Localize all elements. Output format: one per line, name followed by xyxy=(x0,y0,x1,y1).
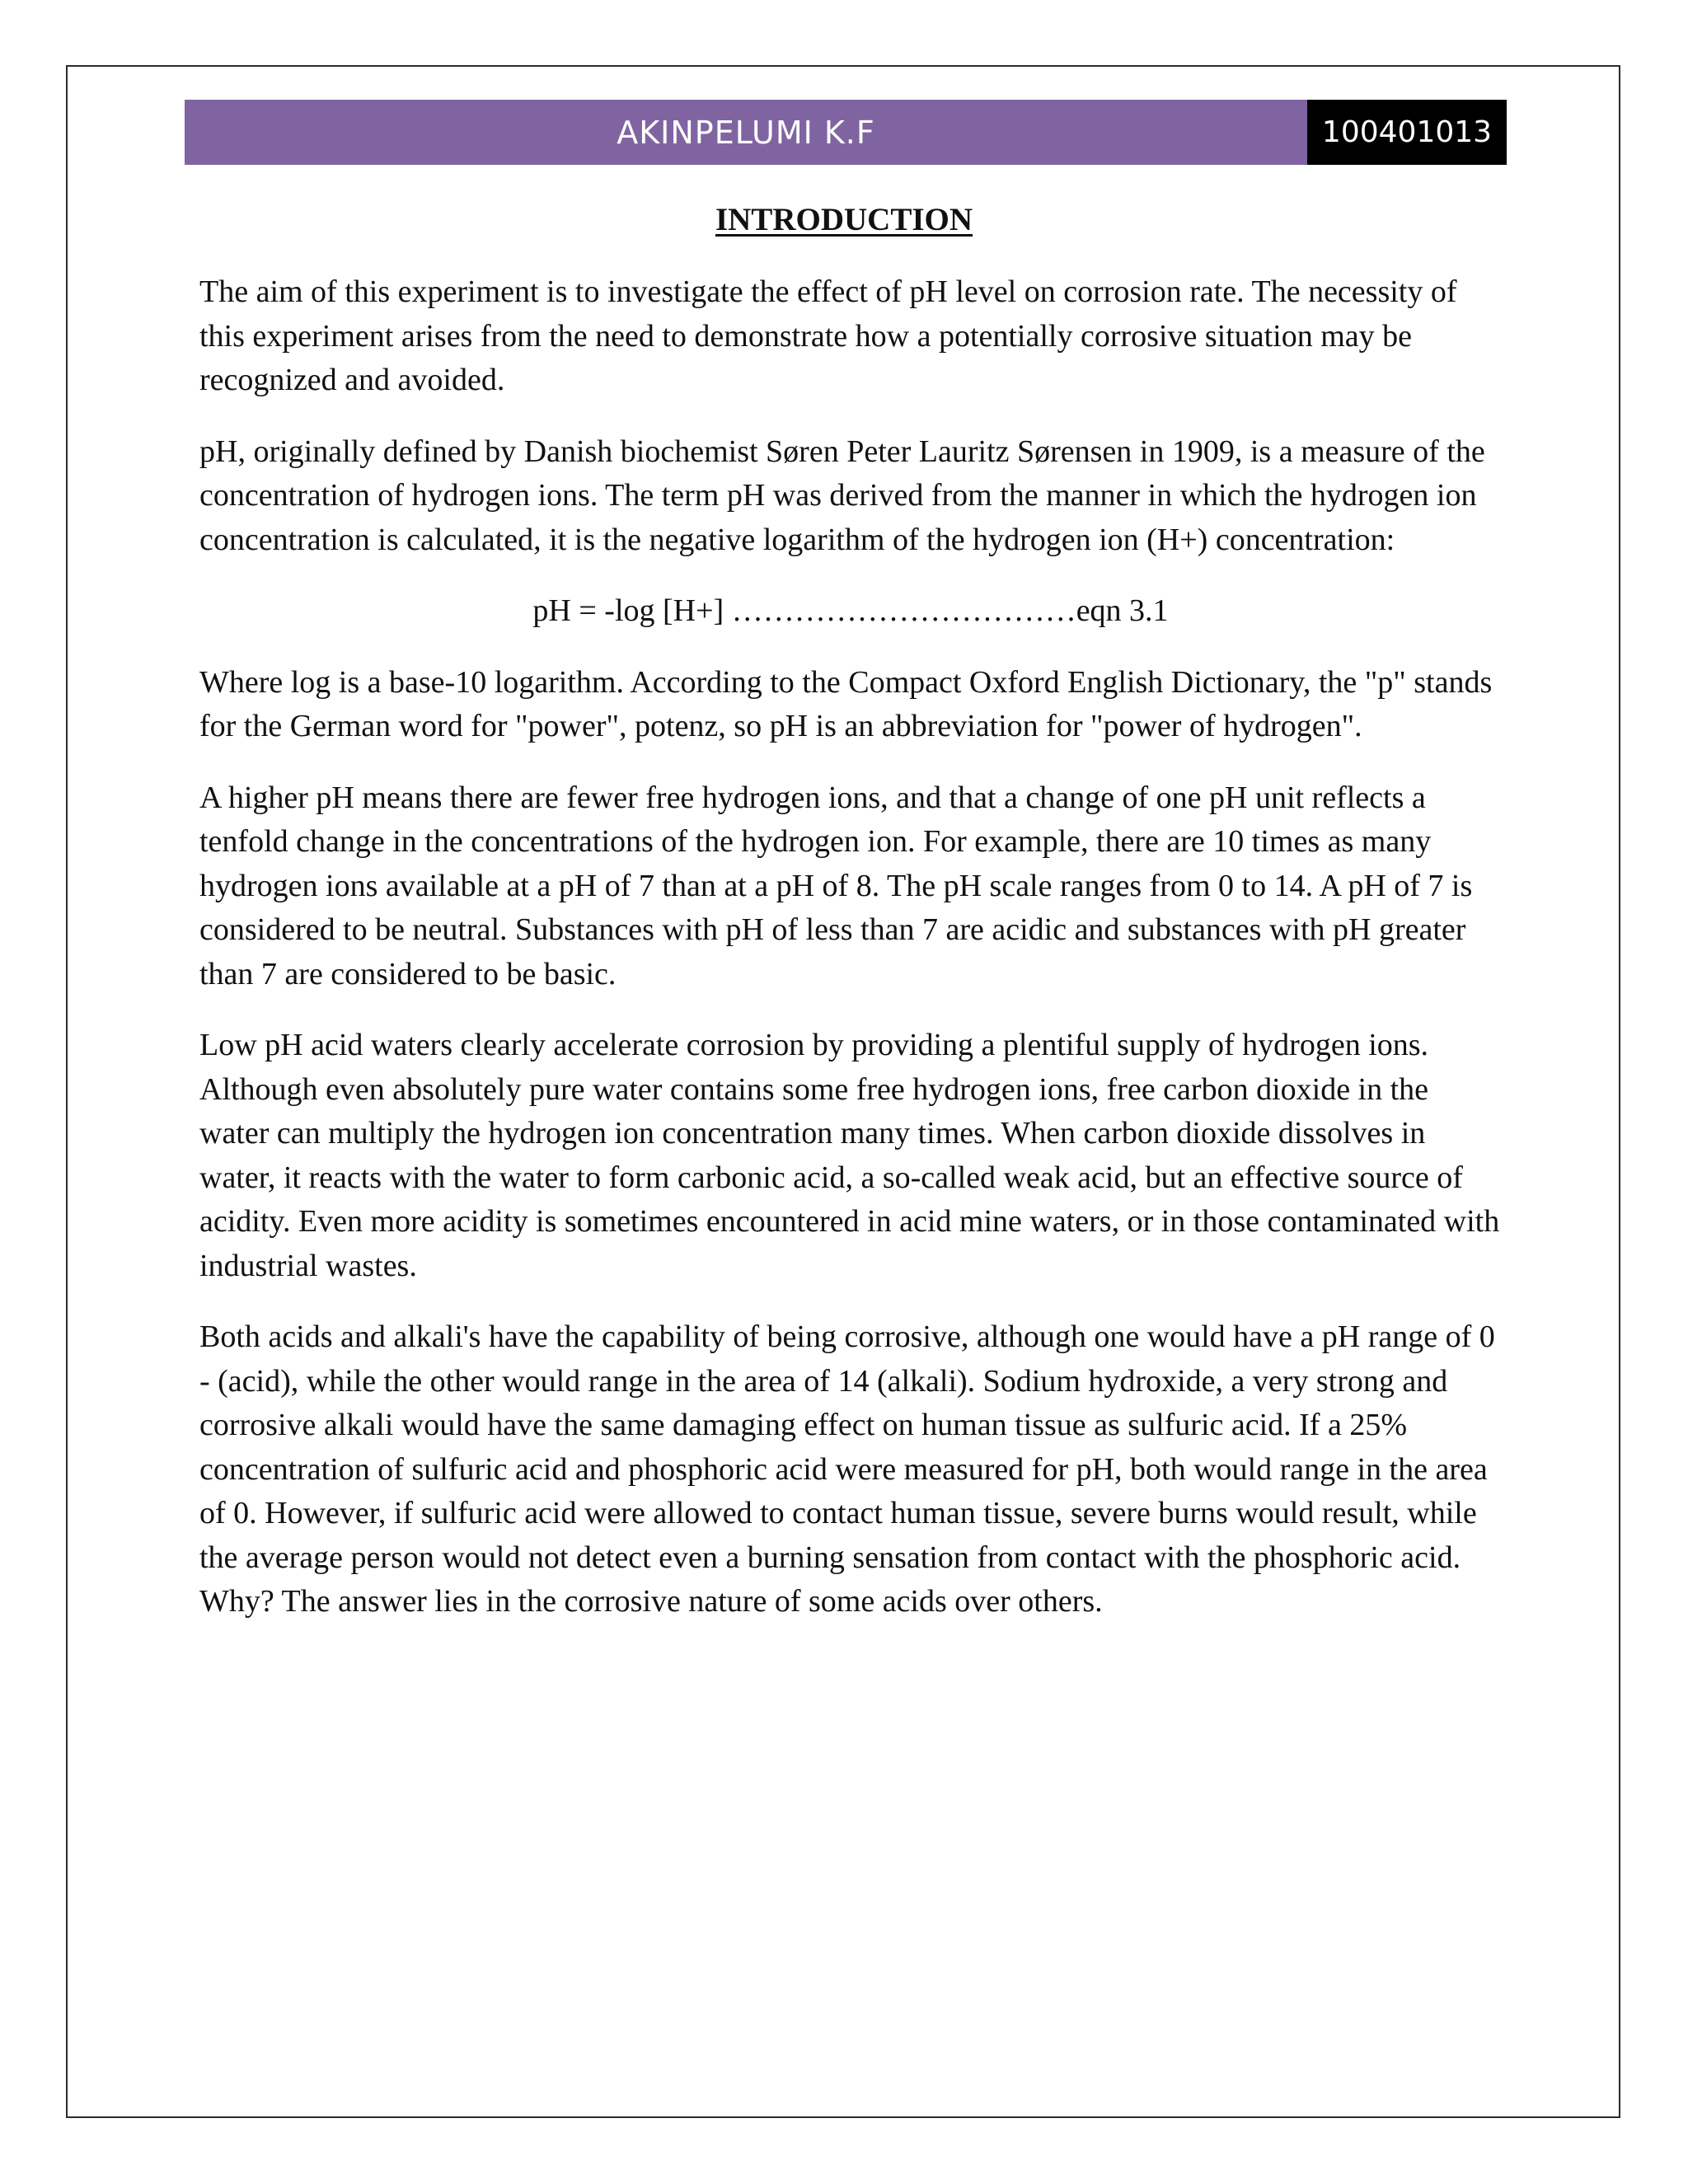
section-title: INTRODUCTION xyxy=(715,202,973,237)
paragraph-acids-alkalis: Both acids and alkali's have the capability of being corrosive, although one would have a pH range of 0 - (acid), while the other would range in the area of 14 (alkali). Sodium hydroxide, a very strong and corrosive alkali would have the same damaging effect on human tissue as sulfuric acid. If a 25% concentration of sulfuric acid and phosphoric acid were measured for pH, both would range in the area of 0. However, if sulfuric acid were allowed to contact human tissue, severe burns would result, while the average person would not detect even a burning sensation from contact with the phosphoric acid. Why? The answer lies in the corrosive nature of some acids over others. xyxy=(199,1319,1495,1619)
body-text xyxy=(199,270,1502,1652)
page-header xyxy=(185,100,1507,165)
paragraph-ph-scale: A higher pH means there are fewer free hydrogen ions, and that a change of one pH unit reflects a tenfold change in the concentrations of the hydrogen ion. For example, there are 10 times as many hydrogen ions available at a pH of 7 than at a pH of 8. The pH scale ranges from 0 to 14. A pH of 7 is considered to be neutral. Substances with pH of less than 7 are acidic and substances with pH greater than 7 are considered to be basic. xyxy=(199,780,1473,991)
paragraph-aim: The aim of this experiment is to investigate the effect of pH level on corrosion rate. The necessity of this experiment arises from the need to demonstrate how a potentially corrosive situation may be recognized and avoided. xyxy=(199,274,1457,397)
student-id: 100401013 xyxy=(1307,100,1507,165)
author-name: AKINPELUMI K.F xyxy=(185,100,1307,165)
paragraph-ph-definition: pH, originally defined by Danish biochemist Søren Peter Lauritz Sørensen in 1909, is a measure of the concentration of hydrogen ions. The term pH was derived from the manner in which the hydrogen ion concentration is calculated, it is the negative logarithm of the hydrogen ion (H+) concentration: xyxy=(199,434,1485,557)
equation: pH = -log [H+] ……………………………eqn 3.1 xyxy=(532,593,1169,628)
paragraph-acid-waters: Low pH acid waters clearly accelerate corrosion by providing a plentiful supply of hydrogen ions. Although even absolutely pure water contains some free hydrogen ions, free carbon dioxide in the water can multiply the hydrogen ion concentration many times. When carbon dioxide dissolves in water, it reacts with the water to form carbonic acid, a so-called weak acid, but an effective source of acidity. Even more acidity is sometimes encountered in acid mine waters, or in those contaminated with industrial wastes. xyxy=(199,1028,1500,1283)
paragraph-logarithm: Where log is a base-10 logarithm. According to the Compact Oxford English Dictionary, the "p" stands for the German word for "power", potenz, so pH is an abbreviation for "power of hydrogen". xyxy=(199,664,1493,743)
